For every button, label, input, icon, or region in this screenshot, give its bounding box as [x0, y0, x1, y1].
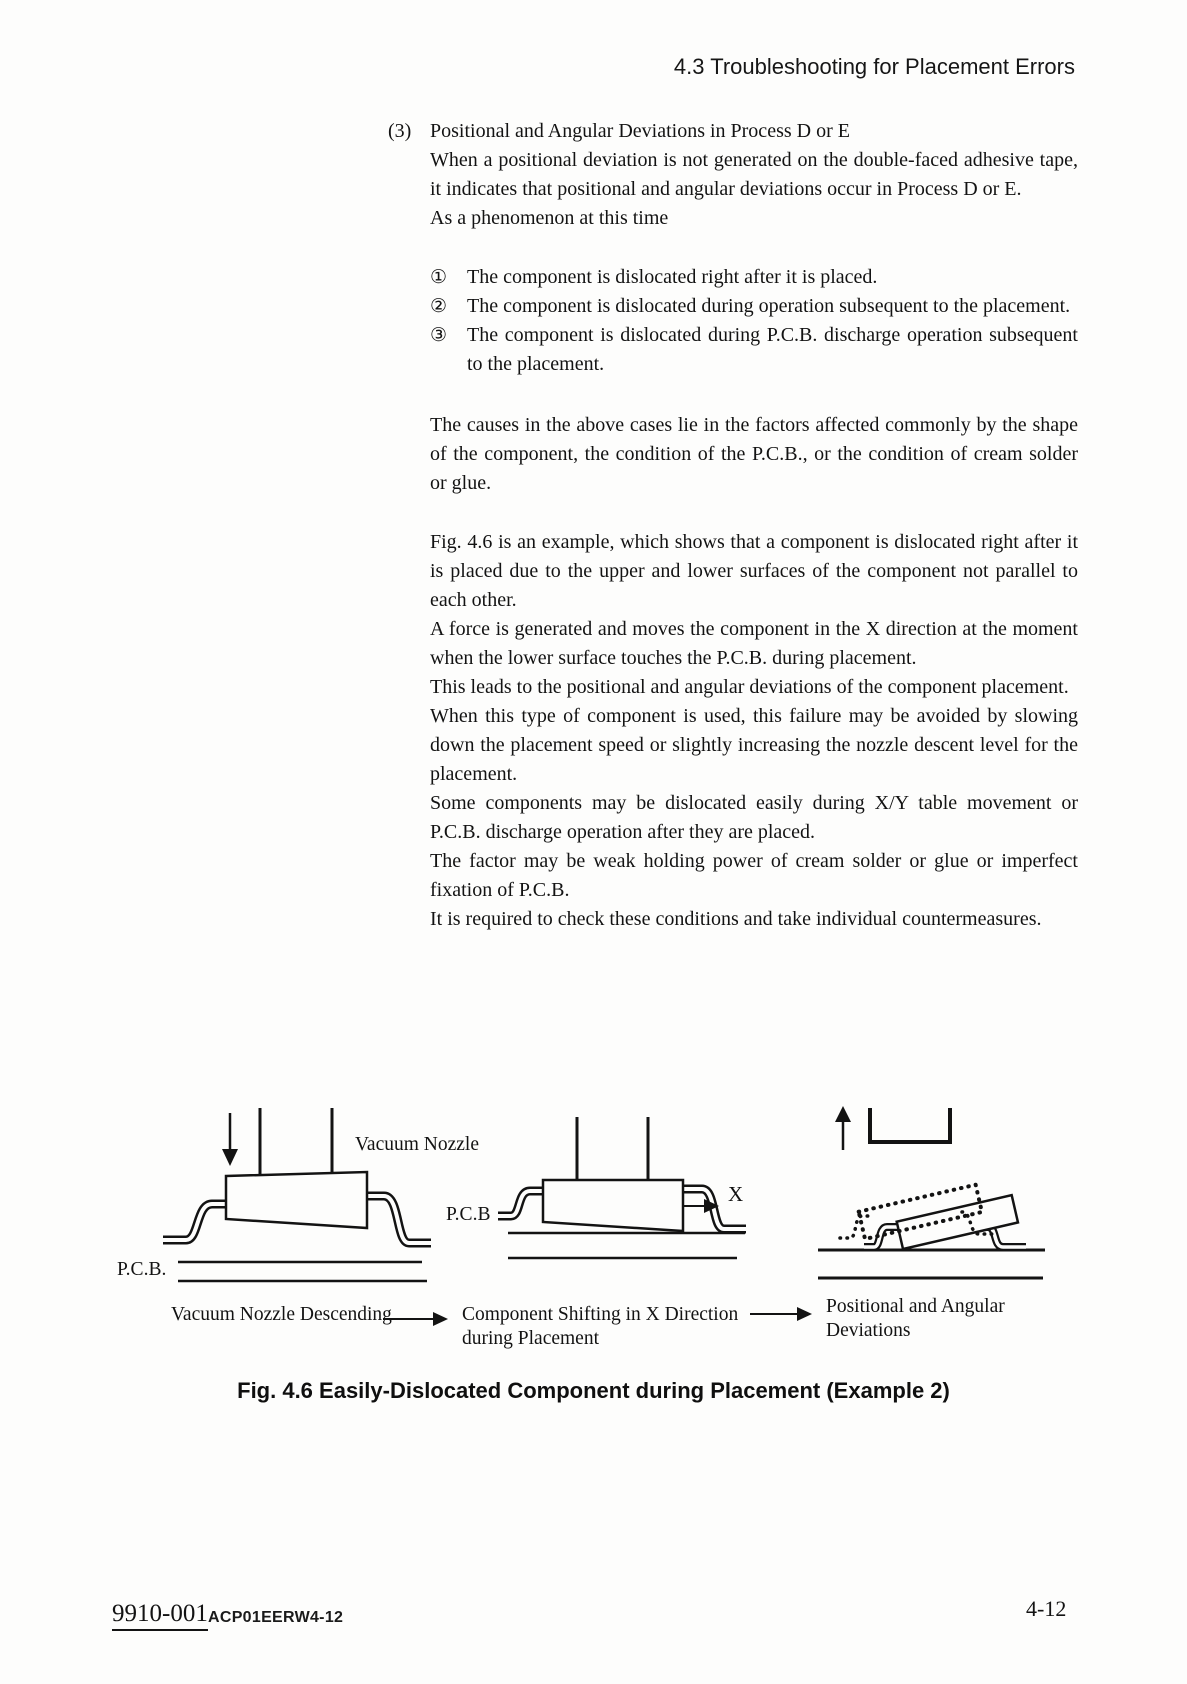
up-arrow-head: [835, 1106, 851, 1122]
section-number: (3): [388, 120, 412, 142]
intro-paragraph: When a positional deviation is not generated on the double-faced adhesive tape, it indicates that positional and angular deviations occur in Process D or E.: [430, 149, 1078, 200]
flow-arrow-head: [433, 1312, 448, 1326]
body-paragraph: Fig. 4.6 is an example, which shows that a component is dislocated right after it is placed due to the upper and lower surfaces of the component not parallel to each other.: [430, 531, 1078, 611]
flow-arrow-head: [797, 1307, 812, 1321]
component-body: [543, 1180, 683, 1231]
figure-caption: Fig. 4.6 Easily-Dislocated Component during Placement (Example 2): [237, 1378, 950, 1403]
causes-paragraph: The causes in the above cases lie in the factors affected commonly by the shape of the component, the condition of the P.C.B., or the condition of cream solder or glue.: [430, 414, 1078, 494]
circled-number-icon: ①: [430, 266, 448, 288]
body-paragraph: The factor may be weak holding power of cream solder or glue or imperfect fixation of P.C.B.: [430, 850, 1078, 901]
body-paragraph: It is required to check these conditions and take individual countermeasures.: [430, 908, 1042, 930]
x-axis-label: X: [728, 1182, 744, 1206]
section-content: [388, 117, 1078, 934]
section-paragraphs: [388, 146, 1078, 934]
nozzle-bracket-icon: [870, 1108, 950, 1142]
section-heading: [388, 117, 1078, 146]
flow-step-descending: Vacuum Nozzle Descending: [171, 1304, 392, 1325]
pcb-label-middle: P.C.B: [446, 1204, 491, 1225]
list-item: [430, 321, 1078, 379]
list-item: [430, 263, 1078, 292]
flow-step-shifting: Component Shifting in X Direction during Placement: [462, 1304, 739, 1349]
body-paragraph: This leads to the positional and angular deviations of the component placement.: [430, 676, 1069, 698]
page-number: 4-12: [1026, 1596, 1067, 1621]
pcb-label-left: P.C.B.: [117, 1259, 167, 1280]
diagram-component-shifting: [498, 1117, 746, 1258]
doc-code: ACP01EERW4-12: [208, 1609, 344, 1626]
component-body: [226, 1172, 367, 1228]
section-title: Positional and Angular Deviations in Process D or E: [430, 120, 850, 142]
body-paragraph: Some components may be dislocated easily during X/Y table movement or P.C.B. discharge operation after they are placed.: [430, 792, 1078, 843]
list-item-text: The component is dislocated during P.C.B. discharge operation subsequent to the placement.: [467, 324, 1078, 375]
body-paragraph: A force is generated and moves the component in the X direction at the moment when the lower surface touches the P.C.B. during placement.: [430, 618, 1078, 669]
vacuum-nozzle-label: Vacuum Nozzle: [355, 1134, 479, 1155]
phenomenon-line: As a phenomenon at this time: [430, 207, 669, 229]
list-item-text: The component is dislocated right after it is placed.: [467, 266, 878, 288]
down-arrow-head: [222, 1149, 238, 1166]
body-paragraph: When this type of component is used, this failure may be avoided by slowing down the placement speed or slightly increasing the nozzle descent level for the placement.: [430, 705, 1078, 785]
flow-step-deviation: Positional and Angular Deviations: [826, 1296, 1005, 1341]
list-item-text: The component is dislocated during operation subsequent to the placement.: [467, 295, 1071, 317]
circled-number-icon: ③: [430, 324, 448, 346]
circled-number-icon: ②: [430, 295, 448, 317]
ghost-lead: [840, 1216, 874, 1238]
doc-number: 9910-001: [112, 1600, 208, 1631]
list-item: [430, 292, 1078, 321]
page-header: 4.3 Troubleshooting for Placement Errors: [673, 54, 1075, 79]
phenomenon-list: [430, 263, 1078, 379]
diagram-deviation-result: [818, 1106, 1045, 1278]
